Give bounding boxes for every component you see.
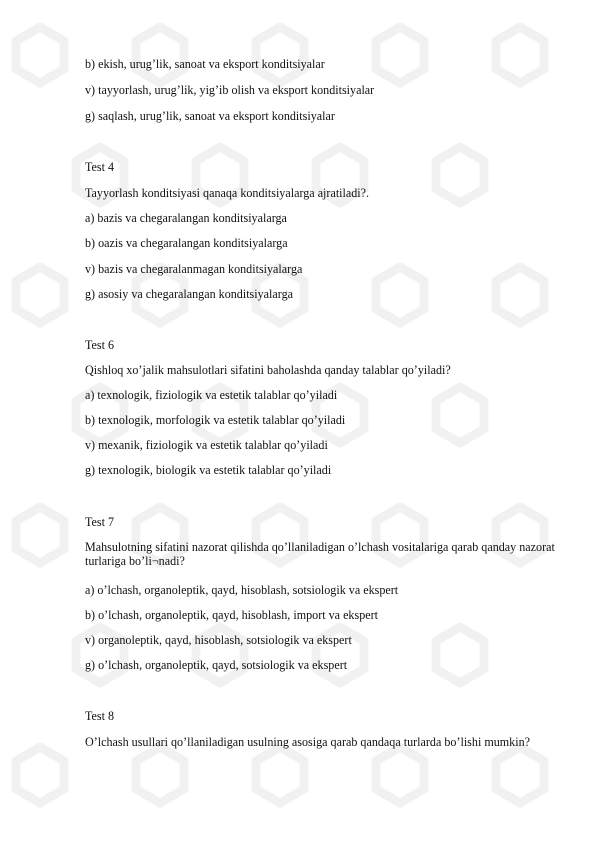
test-heading-7: Test 7 [85,515,115,529]
answer-option-g: g) asosiy va chegaralangan konditsiyalarga [85,287,293,301]
answer-option-v: v) mexanik, fiziologik va estetik talablar qo’yiladi [85,438,328,452]
answer-option-b: b) texnologik, morfologik va estetik talablar qo’yiladi [85,413,346,427]
answer-option-a: a) bazis va chegaralangan konditsiyalarga [85,211,287,225]
test-heading-6: Test 6 [85,338,115,352]
answer-option-g: g) texnologik, biologik va estetik talablar qo’yiladi [85,463,332,477]
test-heading-8: Test 8 [85,709,115,723]
answer-option-v: v) bazis va chegaralanmagan konditsiyalarga [85,262,303,276]
question-6: Qishloq xo’jalik mahsulotlari sifatini baholashda qanday talablar qo’yiladi? [85,363,451,377]
answer-option-b: b) oazis va chegaralangan konditsiyalarga [85,236,288,250]
question-4: Tayyorlash konditsiyasi qanaqa konditsiyalarga ajratiladi?. [85,186,370,200]
answer-option-a: a) o’lchash, organoleptik, qayd, hisoblash, sotsiologik va ekspert [85,583,399,597]
question-7: Mahsulotning sifatini nazorat qilishda qo’llaniladigan o’lchash vositalariga qarab qanday nazorat turlariga bo’li¬nadi? [85,540,555,568]
answer-option-g: g) saqlash, urug’lik, sanoat va eksport konditsiyalar [85,109,335,123]
answer-option-b: b) o’lchash, organoleptik, qayd, hisoblash, import va ekspert [85,608,378,622]
question-8: O’lchash usullari qo’llaniladigan usulning asosiga qarab qandaqa turlarda bo’lishi mumkin? [85,735,531,749]
answer-option-v: v) organoleptik, qayd, hisoblash, sotsiologik va ekspert [85,633,352,647]
answer-option-g: g) o’lchash, organoleptik, qayd, sotsiologik va ekspert [85,658,348,672]
answer-option-b: b) ekish, urug’lik, sanoat va eksport konditsiyalar [85,57,325,71]
test-heading-4: Test 4 [85,160,115,174]
answer-option-a: a) texnologik, fiziologik va estetik talablar qo’yiladi [85,388,338,402]
answer-option-v: v) tayyorlash, urug’lik, yig’ib olish va eksport konditsiyalar [85,83,375,97]
